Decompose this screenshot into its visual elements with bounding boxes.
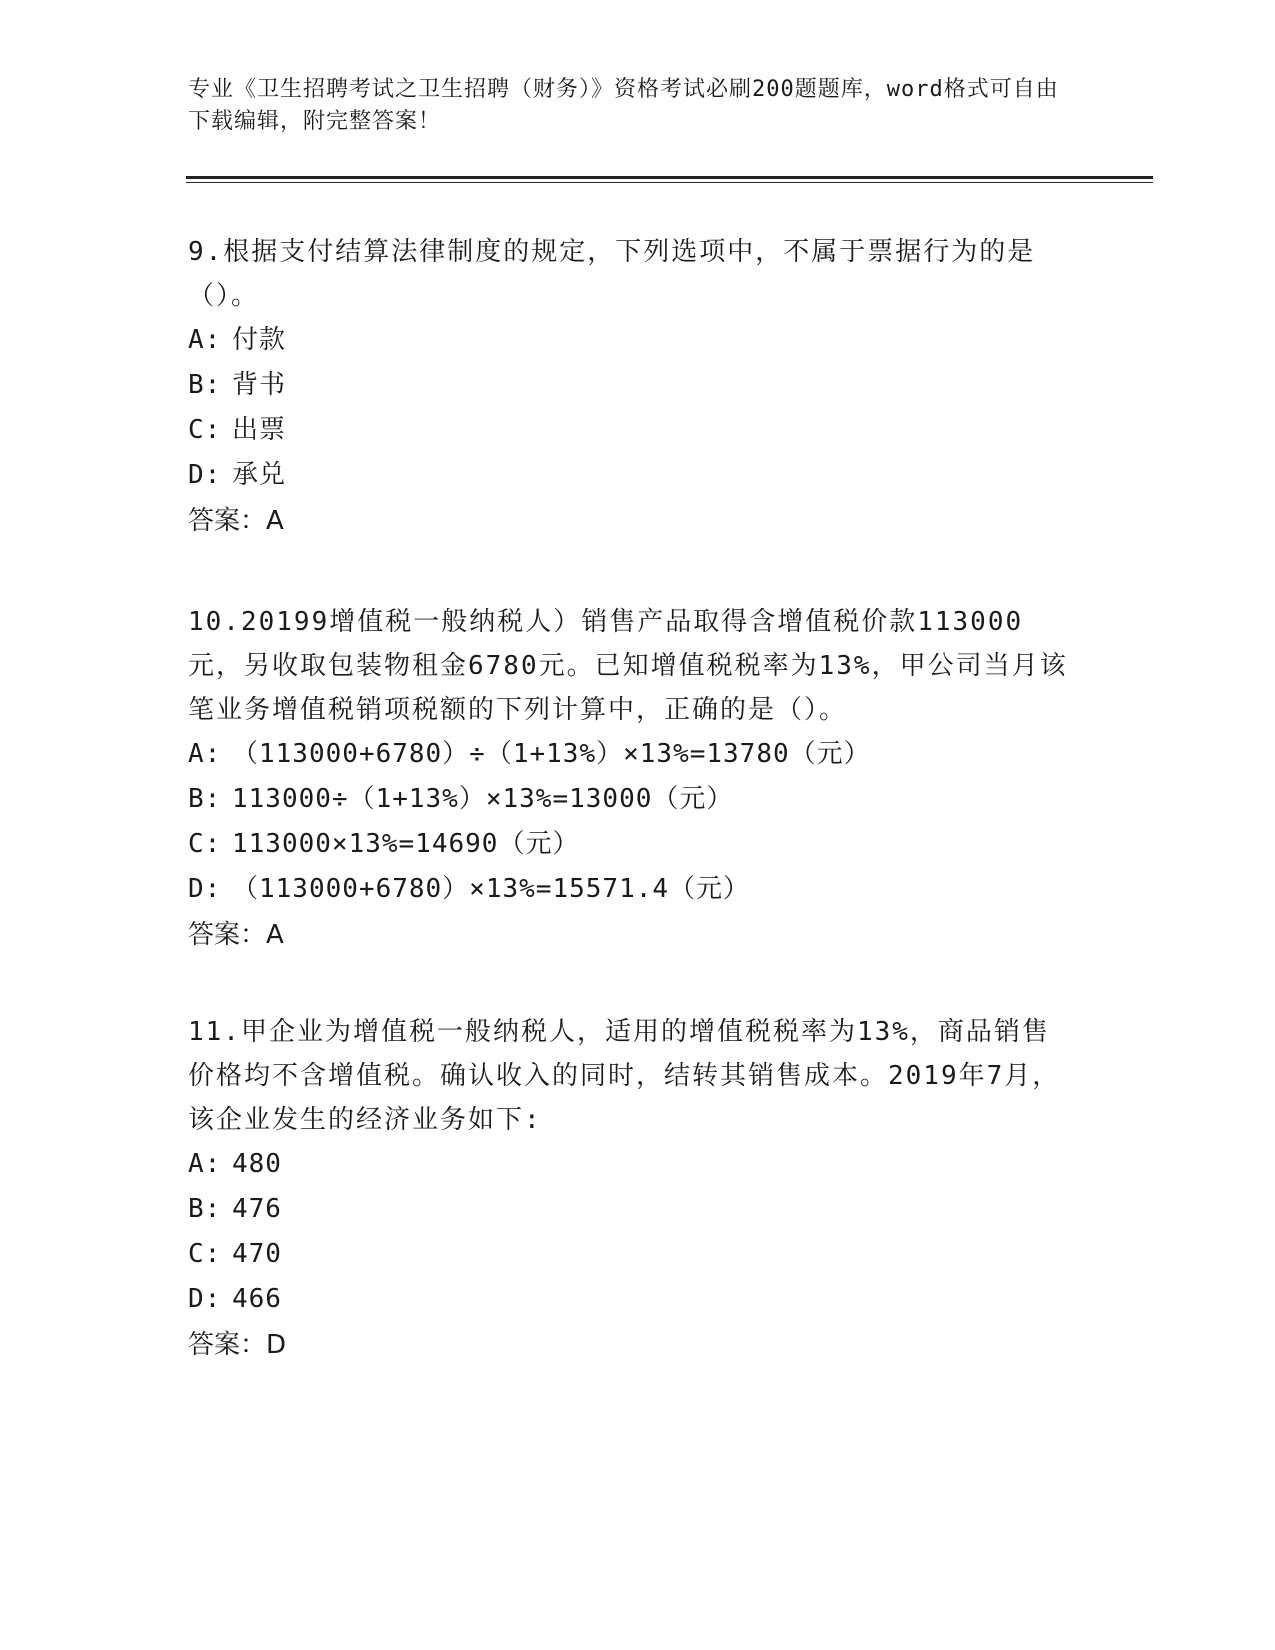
question-11	[188, 1010, 1068, 1368]
question-10	[188, 600, 1068, 958]
header-divider-thin	[186, 182, 1153, 183]
option-key: A:	[188, 325, 222, 355]
question-stem: 10.20199增值税一般纳税人）销售产品取得含增值税价款113000元，另收取包装物租金6780元。已知增值税税率为13%，甲公司当月该笔业务增值税销项税额的下列计算中，正确的是（）。	[188, 607, 1068, 725]
option-text: （113000+6780）×13%=15571.4（元）	[232, 874, 751, 904]
option-a	[188, 318, 1068, 363]
option-key: B:	[188, 784, 222, 814]
option-text: 476	[232, 1194, 282, 1224]
option-key: A:	[188, 1149, 222, 1179]
option-text: 出票	[232, 415, 287, 445]
option-d	[188, 1277, 1068, 1322]
option-b	[188, 1187, 1068, 1232]
option-key: C:	[188, 829, 222, 859]
option-c	[188, 822, 1068, 867]
answer-line: 答案：D	[188, 1330, 287, 1360]
option-key: D:	[188, 1284, 222, 1314]
option-text: 承兑	[232, 460, 287, 490]
option-text: （113000+6780）÷（1+13%）×13%=13780（元）	[232, 739, 871, 769]
option-key: A:	[188, 739, 222, 769]
option-text: 480	[232, 1149, 282, 1179]
header-divider-thick	[186, 176, 1153, 179]
document-header: 专业《卫生招聘考试之卫生招聘（财务）》资格考试必刷200题题库，word格式可自由下载编辑，附完整答案！	[188, 77, 1059, 134]
option-text: 113000×13%=14690（元）	[232, 829, 580, 859]
question-stem: 9.根据支付结算法律制度的规定，下列选项中，不属于票据行为的是（）。	[188, 237, 1036, 311]
option-text: 付款	[232, 325, 287, 355]
option-text: 113000÷（1+13%）×13%=13000（元）	[232, 784, 734, 814]
option-key: C:	[188, 415, 222, 445]
question-stem: 11.甲企业为增值税一般纳税人，适用的增值税税率为13%，商品销售价格均不含增值税。确认收入的同时，结转其销售成本。2019年7月，该企业发生的经济业务如下:	[188, 1017, 1061, 1135]
option-key: C:	[188, 1239, 222, 1269]
option-key: D:	[188, 460, 222, 490]
question-9	[188, 230, 1068, 544]
option-key: B:	[188, 370, 222, 400]
option-b	[188, 363, 1068, 408]
answer-line: 答案：A	[188, 920, 284, 950]
option-b	[188, 777, 1068, 822]
option-text: 470	[232, 1239, 282, 1269]
option-d	[188, 453, 1068, 498]
option-d	[188, 867, 1068, 912]
option-text: 466	[232, 1284, 282, 1314]
option-a	[188, 732, 1068, 777]
answer-line: 答案：A	[188, 506, 284, 536]
option-c	[188, 1232, 1068, 1277]
option-c	[188, 408, 1068, 453]
option-text: 背书	[232, 370, 287, 400]
option-a	[188, 1142, 1068, 1187]
option-key: D:	[188, 874, 222, 904]
option-key: B:	[188, 1194, 222, 1224]
